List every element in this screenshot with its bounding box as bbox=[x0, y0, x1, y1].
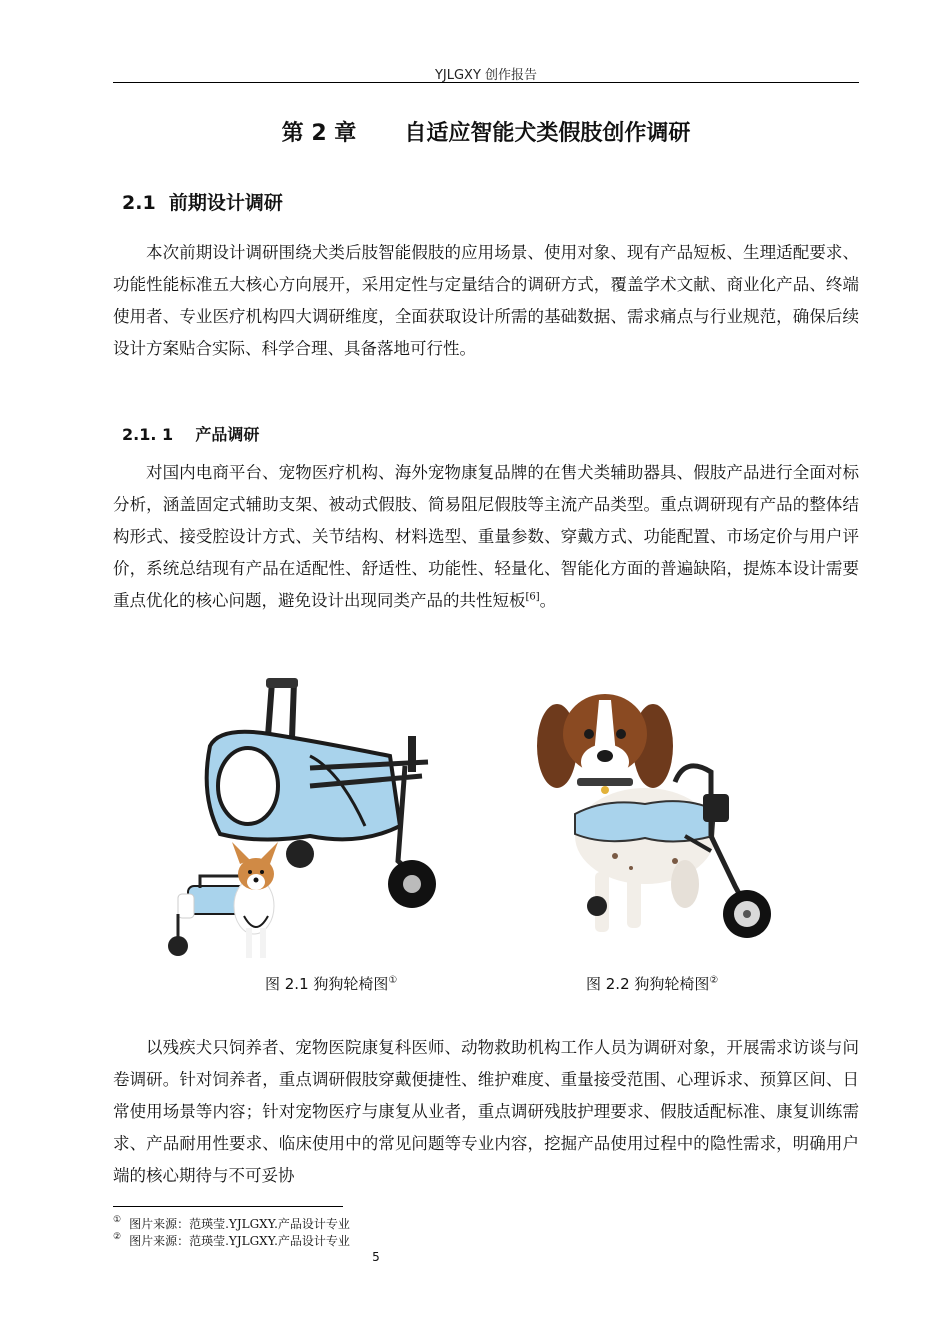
dog-wheelchair-figure-1 bbox=[160, 676, 440, 968]
section-heading bbox=[122, 188, 283, 215]
figure-2-caption bbox=[586, 973, 718, 994]
footnote-rule bbox=[113, 1206, 343, 1207]
subsection-title: 产品调研 bbox=[195, 425, 260, 444]
footnote-1 bbox=[113, 1215, 350, 1232]
footnote-2-mark: ② bbox=[113, 1232, 122, 1242]
figure-2-caption-text: 图 2.2 狗狗轮椅图 bbox=[586, 975, 710, 993]
page-number: 5 bbox=[372, 1250, 380, 1264]
footnote-2-text: 图片来源：范瑛莹.YJLGXY.产品设计专业 bbox=[129, 1234, 350, 1248]
footnote-1-text: 图片来源：范瑛莹.YJLGXY.产品设计专业 bbox=[129, 1217, 350, 1231]
paragraph-intro: 本次前期设计调研围绕犬类后肢智能假肢的应用场景、使用对象、现有产品短板、生理适配要求、功能性能标准五大核心方向展开，采用定性与定量结合的调研方式，覆盖学术文献、商业化产品、终端使用者、专业医疗机构四大调研维度，全面获取设计所需的基础数据、需求痛点与行业规范，确保后续设计方案贴合实际、科学合理、具备落地可行性。 bbox=[113, 243, 859, 358]
subsection-number: 2.1. 1 bbox=[122, 425, 174, 444]
section-title: 前期设计调研 bbox=[168, 192, 283, 214]
dog-wheelchair-figure-2 bbox=[535, 686, 775, 956]
chapter-number: 第 2 章 bbox=[281, 121, 357, 146]
figure-1-caption-text: 图 2.1 狗狗轮椅图 bbox=[265, 975, 389, 993]
figure-1-footnote-mark: ① bbox=[388, 975, 398, 986]
paragraph-product-research bbox=[113, 457, 859, 617]
running-header: YJLGXY 创作报告 bbox=[434, 68, 538, 83]
footnote-2 bbox=[113, 1232, 350, 1249]
paragraph-end-punct: 。 bbox=[539, 591, 557, 610]
header-rule bbox=[113, 82, 859, 83]
section-number: 2.1 bbox=[122, 192, 156, 214]
chapter-heading bbox=[113, 116, 859, 147]
subsection-heading bbox=[122, 422, 259, 445]
footnote-1-mark: ① bbox=[113, 1215, 122, 1225]
paragraph-user-research: 以残疾犬只饲养者、宠物医院康复科医师、动物救助机构工作人员为调研对象，开展需求访谈与问卷调研。针对饲养者，重点调研假肢穿戴便捷性、维护难度、重量接受范围、心理诉求、预算区间、日常使用场景等内容；针对宠物医疗与康复从业者，重点调研残肢护理要求、假肢适配标准、康复训练需求、产品耐用性要求、临床使用中的常见问题等专业内容，挖掘产品使用过程中的隐性需求，明确用户端的核心期待与不可妥协 bbox=[113, 1038, 859, 1185]
figure-2-footnote-mark: ② bbox=[709, 975, 719, 986]
chapter-title: 自适应智能犬类假肢创作调研 bbox=[404, 121, 691, 146]
figure-1-caption bbox=[265, 973, 397, 994]
citation-ref: [6] bbox=[525, 591, 540, 603]
paragraph-product-research-text: 对国内电商平台、宠物医疗机构、海外宠物康复品牌的在售犬类辅助器具、假肢产品进行全面对标分析，涵盖固定式辅助支架、被动式假肢、简易阻尼假肢等主流产品类型。重点调研现有产品的整体结构形式、接受腔设计方式、关节结构、材料选型、重量参数、穿戴方式、功能配置、市场定价与用户评价，系统总结现有产品在适配性、舒适性、功能性、轻量化、智能化方面的普遍缺陷，提炼本设计需要重点优化的核心问题，避免设计出现同类产品的共性短板 bbox=[113, 463, 859, 610]
